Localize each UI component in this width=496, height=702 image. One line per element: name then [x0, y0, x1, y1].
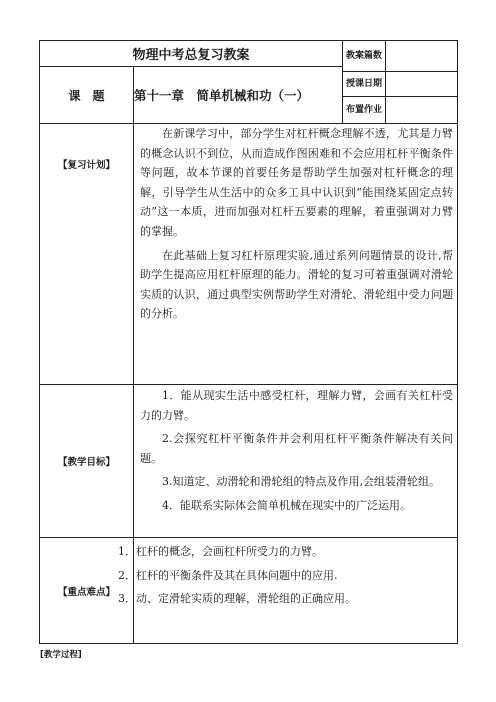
lesson-title: 第十一章 简单机械和功（一）: [134, 88, 310, 103]
plan-content: [140, 124, 453, 324]
key-point-item: 2．杠杆的平衡条件及其在具体问题中的应用.: [118, 568, 338, 582]
key-point-item: 1．杠杆的概念，会画杠杆所受力的力臂。: [118, 545, 323, 558]
key-point-item: 3．动、定滑轮实质的理解，滑轮组的正确应用。: [118, 592, 356, 606]
lesson-count-value[interactable]: [386, 41, 457, 71]
date-label: 授课日期: [345, 78, 382, 89]
homework-value[interactable]: [386, 97, 457, 123]
plan-paragraph: 在新课学习中，部分学生对杠杆概念理解不透，尤其是力臂的概念认识不到位，从而造成作图困难和不会应用杠杆平衡条件等问题，故本节课的首要任务是帮助学生加强对杠杆概念的理解，引导学生从生活中的众多工具中认识到“能围绕某固定点转动”这一本质，进而加强对杠杆五要素的理解，着重强调对力臂的掌握。: [140, 127, 453, 238]
homework-label: 布置作业: [345, 104, 382, 115]
plan-label: 【复习计划】: [57, 160, 115, 171]
goal-item: 4．能联系实际体会简单机械在现实中的广泛运用。: [162, 498, 411, 512]
goals-content: [140, 386, 453, 516]
goals-label: 【教学目标】: [57, 457, 115, 468]
plan-paragraph: 在此基础上复习杠杆原理实验,通过系列问题情景的设计,帮助学生提高应用杠杆原理的能力。滑轮的复习可着重强调对滑轮实质的认识，通过典型实例帮助学生对滑轮、滑轮组中受力问题的分析。: [140, 248, 453, 321]
date-value[interactable]: [386, 72, 457, 96]
key-points-list: [118, 542, 454, 609]
lesson-count-label: 教案篇数: [345, 50, 382, 61]
goal-item: 3.知道定、动滑轮和滑轮组的特点及作用,会组装滑轮组。: [162, 475, 440, 489]
goal-item: 2.会探究杠杆平衡条件并会利用杠杆平衡条件解决有关问题。: [140, 432, 453, 465]
goal-item: 1．能从现实生活中感受杠杆，理解力臂，会画有关杠杆受力的力臂。: [140, 389, 453, 422]
teaching-process-label: [教学过程]: [40, 650, 82, 660]
key-points-label: 【重点难点】: [57, 587, 115, 598]
lesson-label: 课 题: [68, 88, 105, 103]
page-title: 物理中考总复习教案: [132, 48, 250, 63]
